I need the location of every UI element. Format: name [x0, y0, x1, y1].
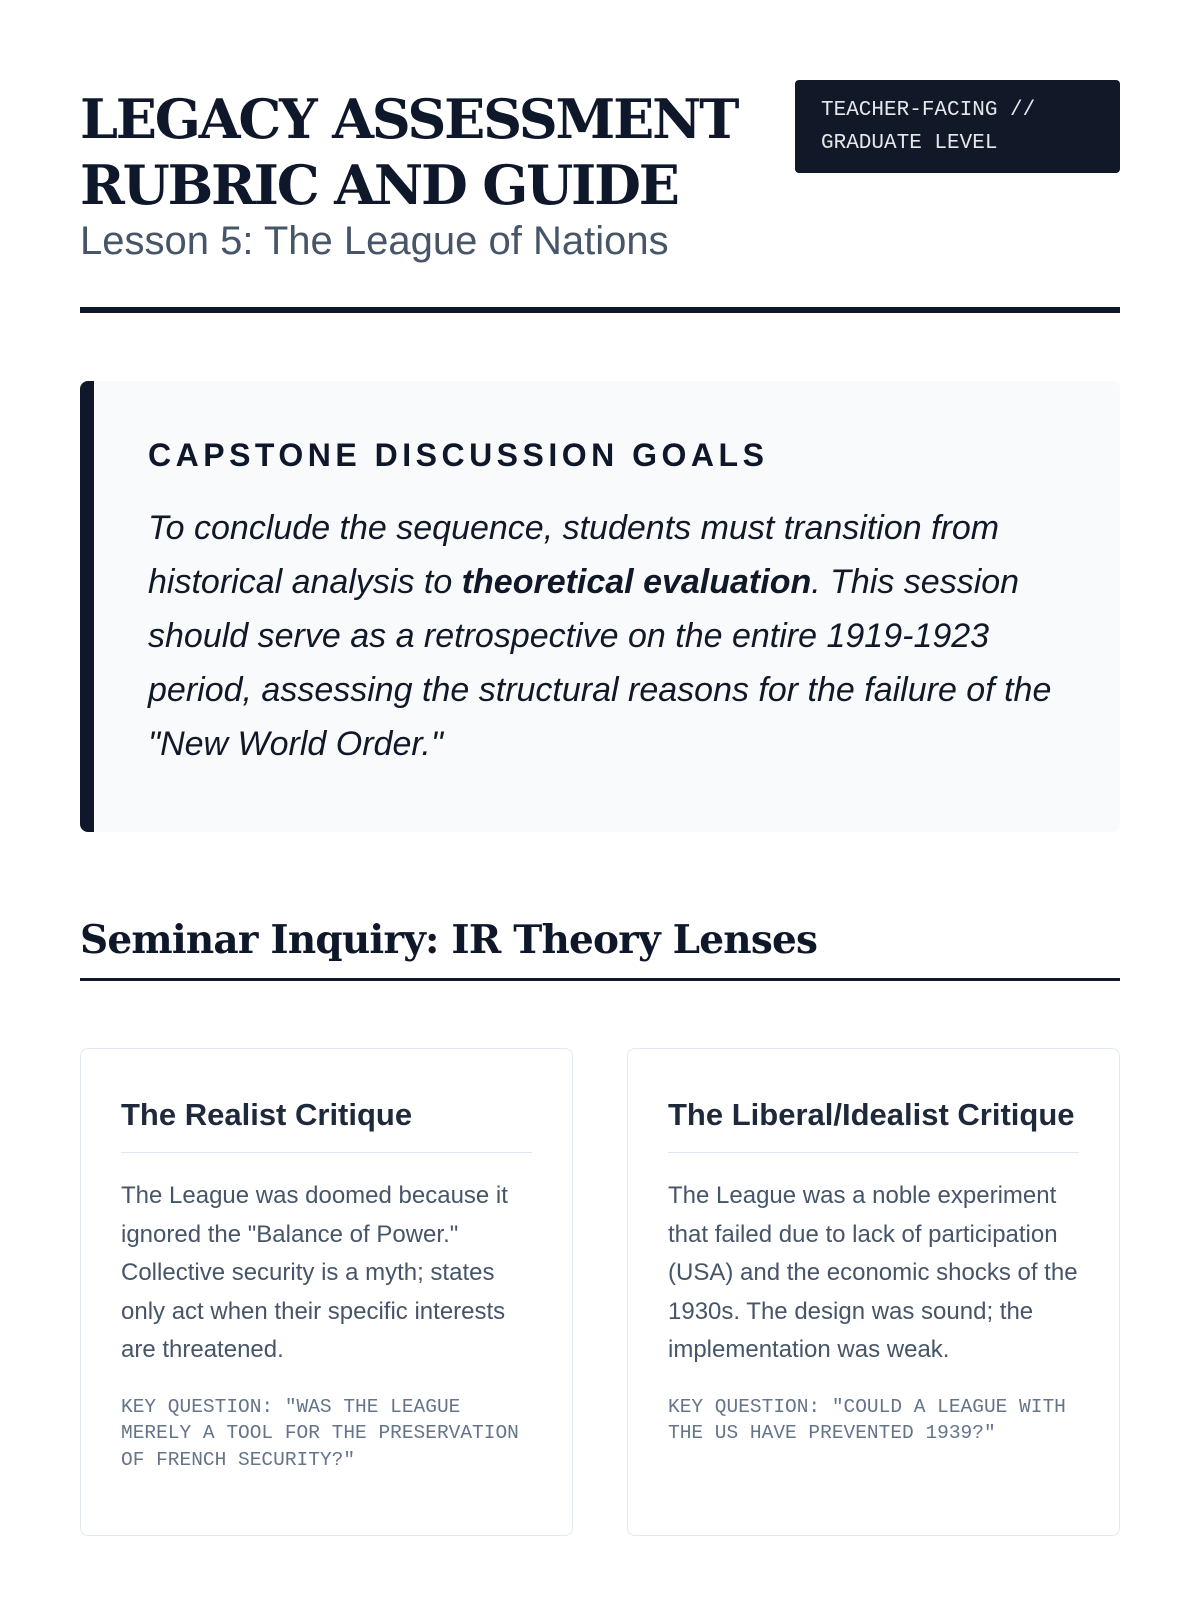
card-title: The Realist Critique — [121, 1091, 532, 1153]
realist-critique-card — [80, 1048, 573, 1536]
goals-text — [148, 501, 1070, 771]
seminar-section-title: Seminar Inquiry: IR Theory Lenses — [80, 917, 818, 963]
capstone-goals-panel — [80, 381, 1120, 832]
goals-text-start: To conclude the sequence, students must transition from historical analysis to — [148, 509, 1000, 601]
key-question: KEY QUESTION: "WAS THE LEAGUE MERELY A TOOL FOR THE PRESERVATION OF FRENCH SECURITY?" — [121, 1395, 519, 1471]
page-title: LEGACY ASSESSMENT RUBRIC AND GUIDE — [80, 87, 738, 217]
card-title: The Liberal/Idealist Critique — [668, 1091, 1079, 1153]
audience-badge-line-1: TEACHER-FACING // — [821, 99, 1036, 122]
goals-text-emphasis: theoretical evaluation — [461, 563, 812, 601]
rubric-page — [80, 0, 1120, 1471]
card-description: The League was doomed because it ignored the "Balance of Power." Collective security is a myth; states only act when their specific interests are threatened. — [121, 1182, 508, 1363]
audience-badge-line-2: GRADUATE LEVEL — [821, 132, 998, 155]
key-question: KEY QUESTION: "COULD A LEAGUE WITH THE US HAVE PREVENTED 1939?" — [668, 1395, 1066, 1444]
lesson-subtitle: Lesson 5: The League of Nations — [80, 219, 669, 263]
header-divider — [80, 307, 1120, 313]
goals-text-end: . This session should serve as a retrospective on the entire 1919-1923 period, assessing the structural reasons for the failure of the "New World Order." — [148, 563, 1052, 763]
card-description: The League was a noble experiment that failed due to lack of participation (USA) and the economic shocks of the 1930s. The design was sound; the implementation was weak. — [668, 1182, 1078, 1363]
audience-badge — [795, 80, 1120, 173]
goals-heading: CAPSTONE DISCUSSION GOALS — [148, 437, 769, 473]
section-divider — [80, 978, 1120, 981]
page-header — [80, 0, 1120, 313]
liberal-critique-card — [627, 1048, 1120, 1536]
